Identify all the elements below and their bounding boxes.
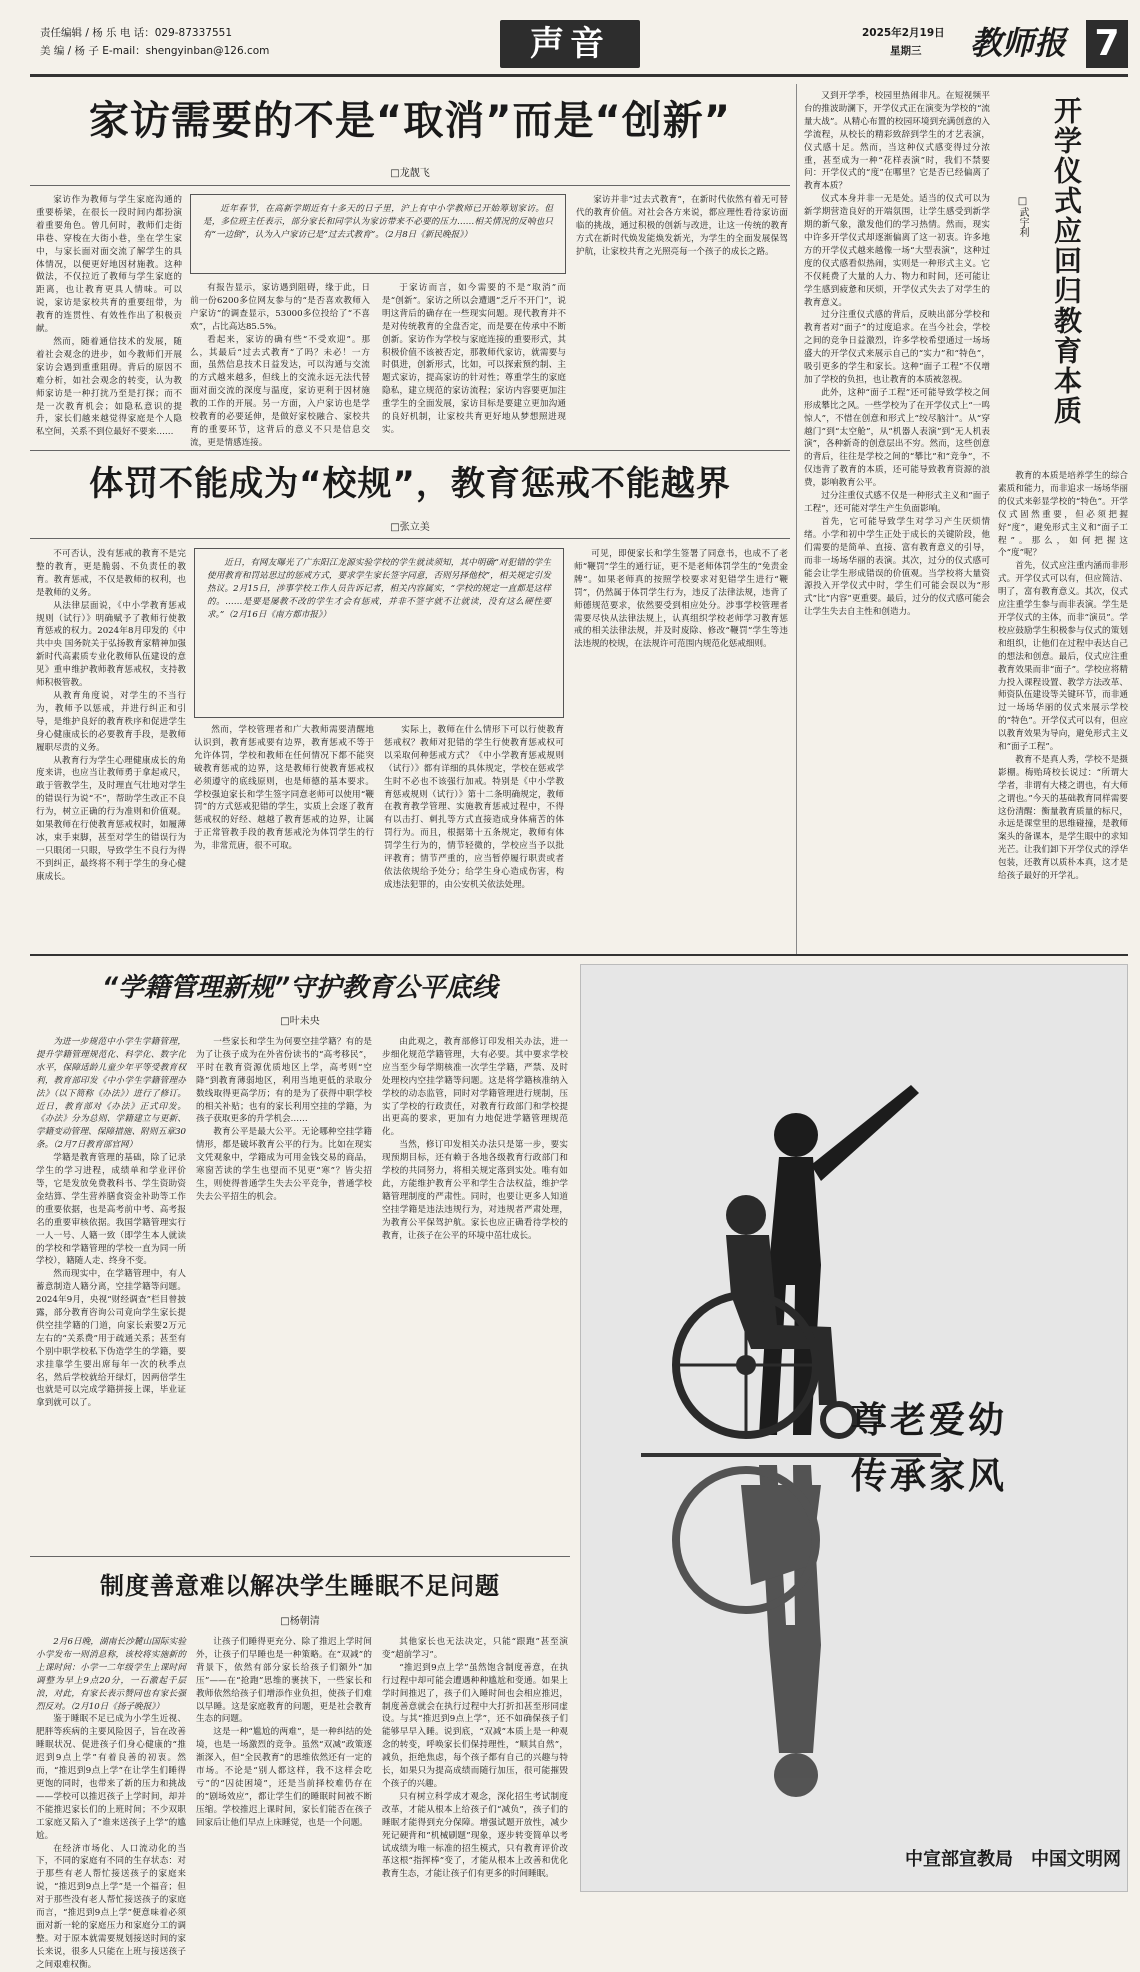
- paragraph: 一些家长和学生为何要空挂学籍？有的是为了让孩子成为在外省份读书的“高考移民”，平时在教育资源优质地区上学，高考则“空降”到教育薄弱地区，利用当地更低的录取分数线取得更高学历；有的是为了获得中职学校的相关补贴；也有的家长利用空挂的学籍，为孩子获取更多的升学机会……: [196, 1037, 372, 1125]
- paragraph: 于家访而言，如今需要的不是“取消”而是“创新”。家访之所以会遭遇“乏斤不开门”，说明这背后的确存在一些现实问题。现代教育并不是对传统教育的全盘否定，而是要在传承中不断创新。家访作为学校与家庭连接的重要形式，其积极价值不该被否定，那教师代家访，就需要与时俱进，创新形式，比如，可以探索预约制、主题式家访，提高家访的针对性；尊重学生的家庭隐私，建立规范的家访流程；家访内容要更加注重学生的全面发展，家访目标是要建立更加沟通的良好机制，让家校共育更好地从梦想照进现实。: [382, 283, 566, 435]
- paragraph: 由此观之，教育部修订印发相关办法，进一步细化规范学籍管理，大有必要。其中要求学校应当至少每学期核准一次学生学籍，严禁、及时处理校内空挂学籍等问题。这是将学籍核准纳入学校的动态监管，同时对学籍管理进行规制，压实了学校的行政责任，对教育行政部门和学校提出更高的要求，更加有力地促进学籍管理规范化。: [382, 1037, 568, 1138]
- article-4-col-1: [36, 1036, 186, 1546]
- article-5-col-2: [196, 1636, 372, 1892]
- page-number-box: [1086, 20, 1128, 68]
- paragraph: 又到开学季，校园里热闹非凡。在短视频平台的推波助澜下，开学仪式正在演变为学校的“流量大战”。从精心布置的校园环境到充满创意的入学流程，从校长的精彩致辞到学生的才艺表演，仪式感十足。然而，当这种仪式感变得过分浓重，甚至成为一种“花样表演”时，我们不禁要问：开学仪式的“度”在哪里？它是否已经偏离了教育本质？: [804, 91, 990, 192]
- article-2-col-4: [574, 548, 788, 946]
- article-4-title: “学籍管理新规”守护教育公平底线: [102, 973, 498, 1003]
- editor-line: 责任编辑 / 杨 乐 电 话：029-87337551: [40, 27, 232, 39]
- article-1-title: 家访需要的不是“取消”而是“创新”: [88, 98, 732, 144]
- public-service-ad: [580, 964, 1128, 1892]
- paragraph: 过分注重仪式感的背后，反映出部分学校和教育者对“面子”的过度追求。在当今社会，学校之间的竞争日益激烈，许多学校希望通过一场场盛大的开学仪式来展示自己的“实力”和“特色”，吸引更多的学生和家长。这种“面子工程”不仅增加了学校的负担，也让教育的本质被忽视。: [804, 310, 990, 385]
- article-3-title: 开学仪式应回归教育本质: [1050, 96, 1083, 426]
- paragraph: 家访并非“过去式教育”，在新时代依然有着无可替代的教育价值。对社会各方来说，都应理性看待家访面临的挑战，通过积极的创新与改进，让这一传统的教育方式在新时代焕发能焕发新光，为学生的全面发展保驾护航，让家校共育之光照亮每一个孩子的成长之路。: [576, 195, 788, 257]
- masthead-rule: [30, 74, 1128, 77]
- article-1-col-1: [36, 194, 182, 444]
- lead: 2月6日晚，湖南长沙麓山国际实验小学发布一则消息称，该校将实施新的上课时间：小学一二年级学生上课时间调整为早上9点20分，一石激起千层浪，对此，有家长表示赞同也有家长强烈反对。（2月10日《扬子晚报》）: [36, 1637, 186, 1712]
- paragraph: 此外，这种“面子工程”还可能导致学校之间形成攀比之风。一些学校为了在开学仪式上“一鸣惊人”，不惜在创意和形式上“绞尽脑汁”。从“穿越门”到“太空舱”，从“机器人表演”到“无人机表演”，各种新奇的创意层出不穷。然而，这些创意的背后，往往是学校之间的“攀比”和“竞争”，不仅违背了教育的本质，还可能导致教育资源的浪费，影响教育公平。: [804, 387, 990, 489]
- article-5-byline: □杨朝清: [280, 1616, 320, 1627]
- article-3-col-2: [998, 470, 1128, 946]
- article-2-editor-note: 近日，有网友曝光了广东阳江龙源实验学校的学生就读须知，其中明确“对犯错的学生使用教育和罚站思过的惩戒方式，要求学生家长签字同意，否则另择他校”，相关规定引发热议。2月15日，涉事学校工作人员告诉记者，相关内容属实，“学校的规定一直都是这样的。……是要是屡教不改的学生才会有惩戒，并非不签字就不让就读，没有这么硬性要求。”（2月16日《南方都市报》）: [194, 548, 564, 718]
- paragraph: 有报告显示，家访遇到阻碍，缘于此，日前一份6200多位网友参与的“是否喜欢教师入户家访”的调查显示，53000多位投给了“不喜欢”，占比高达85.5%。: [190, 283, 370, 332]
- article-2-title: 体罚不能成为“校规”，教育惩戒不能越界: [89, 464, 731, 504]
- paragraph: 看起来，家访的确有些“不受欢迎”。那么，其最后“过去式教育”了吗？未必！一方面，虽然信息技术日益发达，可以沟通与交流的方式越来越多，但线上的交流永远无法代替面对面交流的深度与温度，家访更利于因材施教的工作的开展。另一方面，入户家访也是学校教育的必要延伸，是做好家校融合、家校共育的重要环节，这背后的意义不只是信息交流，更是情感连接。: [190, 334, 370, 448]
- ad-footer: 中宣部宣教局 中国文明网: [905, 1849, 1121, 1870]
- paragraph: 其他家长也无法决定，只能“跟跑”甚至演变“超前学习”。: [382, 1637, 568, 1660]
- paragraph: 学籍是教育管理的基础，除了记录学生的学习进程，成绩单和学业评价等，它是发放免费教科书、学生资助资金结算、学生营养膳食资金补助等工作的重要依据，也是高考前中考、高考报名的重要审核依据。我国学籍管理实行一人一号、人籍一致（即学生本人就读的学校和学籍管理的学校一直为同一所学校），籍随人走、终身不变。: [36, 1153, 186, 1267]
- paragraph: 首先，它可能导致学生对学习产生厌烦情绪。小学和初中学生正处于成长的关键阶段，他们需要的是简单、直接、富有教育意义的引导，而非一场场华丽的表演。其次，过分的仪式感可能会让学生形成错误的价值观。当学校将大量资源投入开学仪式中时，学生们可能会误以为“形式”比“内容”更重要。最后，过分的仪式感可能会让学生失去自主性和创造力。: [804, 516, 990, 618]
- paragraph: 鉴于睡眠不足已成为小学生近视、肥胖等疾病的主要风险因子，旨在改善睡眠状况、促进孩子们身心健康的“推迟到9点上学”有着良善的初衷。然而，“推迟到9点上学”在让学生们睡得更饱的同时，也带来了新的压力和挑战——学校可以推迟孩子上学时间，却并不能推迟家长们的上班时间；不少双职工家庭又陷入了“谁来送孩子上学”的尴尬。: [36, 1714, 186, 1841]
- paragraph: 然而，学校管理者和广大教师需要清醒地认识到，教育惩戒要有边界，教育惩戒不等于允许体罚，学校和教师在任何情况下都不能突破教育惩戒的边界，这是教师行使教育惩戒权必须遵守的底线原则，也是师德的基本要求。学校强迫家长和学生签字同意老师可以使用“鞭罚”的方式惩戒犯错的学生，实质上会逐了教育惩戒权的好经、越越了教育惩戒的边界，让属于正常管教手段的教育惩戒沦为体罚学生的行为，非常荒唐，很不可取。: [194, 725, 374, 852]
- article-1-col-2: [190, 282, 370, 448]
- article-4-byline: □叶未央: [280, 1016, 320, 1027]
- article-4-col-3: [382, 1036, 568, 1546]
- article-1-byline: □龙靓飞: [390, 168, 430, 179]
- paragraph: 然而现实中，在学籍管理中，有人蓄意制造人籍分离，空挂学籍等问题。2024年9月，央视“财经调查”栏目曾披露，部分教育咨询公司竟向学生家长提供空挂学籍的门道，向家长索要2万元左右的“关系费”用于疏通关系；甚至有个别中职学校私下伪造学生的学籍，要求挂靠学生要出席每年一次的秋季点名，然后学校就给开绿灯，因两倍学生也就是可以完成学籍拼接上课，毕业证拿到就可以了。: [36, 1269, 186, 1409]
- paragraph: “推迟到9点上学”虽然饱含制度善意，在执行过程中却可能会遭遇种种尴尬和变通。如果上学时间推迟了，孩子们入睡时间也会相应推迟，制度善意就会在执行过程中大打折扣甚至形同虚设。与其“推迟到9点上学”，还不如确保孩子们能够早早入睡。说到底，“双减”本质上是一种观念的转变，呼唤家长们保持理性，“顺其自然”，减负，拒绝焦虑，每个孩子都有自己的兴趣与特长，如果只为提高成绩而随行加压，很可能摧毁个孩子的兴趣。: [382, 1662, 568, 1789]
- paragraph: 然而，随着通信技术的发展，随着社会观念的进步，如今教师们开展家访会遇到重重阻碍。背后的原因不难分析，如社会观念的转变，认为教师家访是一种打扰乃至是打探；而不是一次教育机会；如隐私意识的提升，家长们越来越觉得家庭是个人隐私空间，关系不到位最好不要来……: [36, 336, 182, 438]
- paragraph: 从法律层面说，《中小学教育惩戒规则（试行）》明确赋予了教师行使教育惩戒的权力。2024年8月印发的《中共中央 国务院关于弘扬教育家精神加强新时代高素质专业化教师队伍建设的意见》重申维护教师教育惩戒权，支持教师积极管教。: [36, 600, 186, 689]
- column-divider: [796, 84, 797, 954]
- article-5-col-3: [382, 1636, 568, 1892]
- ad-headline-line-1: 尊老爱幼: [851, 1400, 1008, 1441]
- paragraph: 实际上，教师在什么情形下可以行使教育惩戒权？教师对犯错的学生行使教育惩戒权可以采取何种惩戒方式？《中小学教育惩戒规则（试行）》都有详细的具体规定，学校在惩戒学生时不必也不该强行加戒。特别是《中小学教育惩戒规则（试行）》第十二条明确规定，教师在教育教学管理、实施教育惩戒过程中，不得有以击打、刺扎等方式直接造成身体痛苦的体罚行为。而且，根据第十五条规定，教师有体罚学生行为的，情节轻微的，学校应当予以批评教育；情节严重的，应当暂停履行职责或者依法依规给予处分；给学生身心造成伤害，构成违法犯罪的，由公安机关依法处理。: [384, 725, 564, 890]
- article-2-rule: [30, 538, 790, 539]
- paragraph: 这是一种“尴尬的两难”，是一种纠结的处境，也是一场激烈的竞争。虽然“双减”政策逐渐深入，但“全民教育”的思维依然还有一定的市场。不论是“别人都这样，我不这样会吃亏”的“囚徒困境”，还是当前择校难仍存在的“剧场效应”，都让学生们的睡眠时间被不断压缩。学校推迟上课时间，家长们能否在孩子回家后让他们早点上床睡觉，也是一个问题。: [196, 1727, 372, 1828]
- article-1-rule: [30, 185, 790, 186]
- paragraph: 教育不是真人秀，学校不是摄影棚。梅贻琦校长说过：“所谓大学者，非谓有大楼之谓也，有大师之谓也。”今天的基础教育同样需要这份清醒：衡量教育质量的标尺，永远是课堂里的思维碰撞，是教师案头的备课本，是学生眼中的求知光芒。让我们卸下开学仪式的浮华包装，还教育以质朴本真，这才是给孩子最好的开学礼。: [998, 754, 1128, 882]
- paragraph: 不可否认，没有惩戒的教育不是完整的教育，更是脆弱、不负责任的教育。教育惩戒，不仅是教师的权利，也是教师的义务。: [36, 549, 186, 598]
- design-line: 美 编 / 杨 子 E-mail：shengyinban@126.com: [40, 45, 270, 57]
- ad-headline-line-2: 传承家风: [851, 1456, 1008, 1497]
- article-2-col-2: [194, 724, 374, 946]
- paragraph: 从教育角度说，对学生的不当行为，教师予以惩戒，并进行纠正和引导，是维护良好的教育秩序和促进学生身心健康成长的必要教育手段，是教师履职尽责的义务。: [36, 690, 186, 753]
- article-1-editor-note: 近年春节，在高新学期近有十多天的日子里，沪上有中小学教师已开始筹划家访。但是，多位班主任表示，部分家长和同学认为家访带来不必要的压力……相关情况的反响也只有“一边倒”，认为入户家访已是“过去式教育”。（2月8日《新民晚报》）: [190, 194, 566, 274]
- paragraph: 家访作为教师与学生家庭沟通的重要桥梁，在很长一段时间内都扮演着重要角色。曾几何时，教师们走街串巷、穿梭在大街小巷，坐在学生家中，与家长面对面交流了解学生的具体情况，以便更好地因材施教。这种做法，不仅拉近了教师与学生家庭的距离，也让教育更具人情味。可以说，家访是家校共育的重要纽带，为教育的连贯性、有效性作出了积极贡献。: [36, 195, 182, 335]
- paragraph: 仪式本身并非一无是处。适当的仪式可以为新学期营造良好的开端氛围，让学生感受到新学期的新气象，激发他们的学习热情。然而，现实中许多开学仪式却逐渐偏离了这一初衷。许多地方的开学仪式越来越像一场“大型表演”，这种过度的仪式感看似热闹，实则是一种形式主义。它不仅耗费了大量的人力、物力和时间，还可能让学生感到疲惫和厌烦，开学仪式失去了对学生的教育意义。: [804, 194, 990, 308]
- article-2-col-1: [36, 548, 186, 946]
- section-banner: [500, 20, 640, 68]
- paragraph: 只有树立科学成才观念，深化招生考试制度改革，才能从根本上给孩子们“减负”，孩子们的睡眠才能得到充分保障。增强试题开放性，减少死记硬背和“机械刷题”现象，逐步转变简单以考试成绩为唯一标准的招生模式，只有教育评价改革这根“指挥棒”变了，才能从根本上改善和优化教育生态，才能让孩子们有更多的时间睡眠。: [382, 1791, 568, 1880]
- article-1-bottom-rule: [30, 450, 790, 451]
- article-3-col-1: [804, 90, 990, 946]
- mid-page-rule: [30, 954, 1128, 956]
- paragraph: 在经济市场化、人口流动化的当下，不同的家庭有不同的生存状态：对于那些有老人帮忙接送孩子的家庭来说，“推迟到9点上学”是一个福音；但对于那些没有老人帮忙接送孩子的家庭而言，“推迟到9点上学”便意味着必须面对新一轮的家庭压力和家庭分工的调整。对于原本就需要规划接送时间的家长来说，很多人只能在上班与接送孩子之间艰难权衡。: [36, 1843, 186, 1970]
- issue-weekday: 星期三: [890, 45, 922, 57]
- paper-name: 教师报: [970, 24, 1067, 62]
- article-5-title: 制度善意难以解决学生睡眠不足问题: [100, 1572, 500, 1600]
- paragraph: 教育公平是最大公平。无论哪种空挂学籍情形，都是破坏教育公平的行为。比如在现实文凭观象中，学籍成为可用金钱交易的商品，寒窗苦读的学生也望而不见更“寒”？皆尖招生，则使得普通学生失去公平竞争，普通学校失去公平招生的机会。: [196, 1127, 372, 1202]
- paragraph: 教育的本质是培养学生的综合素质和能力，而非追求一场场华丽的仪式来彰显学校的“特色”。开学仪式固然重要，但必须把握好“度”，避免形式主义和“面子工程”。那么，如何把握这个“度”呢？: [998, 471, 1128, 559]
- paragraph: 从教育行为学生心理健康成长的角度来讲，也应当让教师勇于拿起戒尺，敢于管教学生，及时理直气壮地对学生的错误行为说“不”，帮助学生改正不良行为，树立正确的行为准则和价值观。如果教师在行使教育惩戒权时，如履薄冰，束手束脚，甚至对学生的错误行为一只眼闭一只眼，导致学生不良行为得不到纠正，最终将不利于学生的身心健康成长。: [36, 755, 186, 882]
- page-number: 7: [1094, 23, 1120, 64]
- paragraph: 当然，修订印发相关办法只是第一步，要实现预期目标，还有赖于各地各级教育行政部门和学校的共同努力，将相关规定落到实处。唯有如此，方能维护教育公平和学生合法权益，维护学籍管理制度的严肃性。同时，也要让更多人知道空挂学籍是违法违规行为，对违规者严肃处理，为教育公平保驾护航。家长也应正确看待学校的教育，让孩子在公平的环境中茁壮成长。: [382, 1140, 568, 1241]
- article-4-bottom-rule: [30, 1556, 570, 1557]
- paragraph: 过分注重仪式感不仅是一种形式主义和“面子工程”，还可能对学生产生负面影响。: [804, 491, 990, 514]
- issue-date: 2025年2月19日: [862, 27, 945, 39]
- article-4-col-2: [196, 1036, 372, 1546]
- lead: 为进一步规范中小学生学籍管理，提升学籍管理规范化、科学化、数字化水平，保障适龄儿童少年平等受教育权利，教育部印发《中小学生学籍管理办法》（以下简称《办法》）进行了修订。近日，教育部对《办法》正式印发。《办法》分为总则、学籍建立与更新、学籍变动管理、保障措施、附则五章30条。（2月7日教育部官网）: [36, 1037, 186, 1151]
- article-1-col-3: [382, 282, 566, 444]
- article-2-col-3: [384, 724, 564, 946]
- paragraph: 让孩子们睡得更充分、除了推迟上学时间外，让孩子们早睡也是一种策略。在“双减”的背景下，依然有部分家长给孩子们额外“加压”——在“抢跑”思维的裹挟下，一些家长和教师依然给孩子们增添作业负担，使孩子们难以早睡。这是家庭教育的问题，更是社会教育生态的问题。: [196, 1637, 372, 1725]
- paragraph: 首先，仪式应注重内涵而非形式。开学仪式可以有，但应简洁、明了，富有教育意义。其次，仪式应注重学生参与而非表演。学生是开学仪式的主体，而非“演员”。学校应鼓励学生积极参与仪式的策划和组织，让他们在过程中表达自己的想法和创意。最后，仪式应注重教育效果而非“面子”。学校应将精力投入课程设置、教学方法改革、师资队伍建设等关键环节，而非通过一场场华丽的仪式来展示学校的“特色”。开学仪式可以有，但应以教育效果为导向，避免形式主义和“面子工程”。: [998, 561, 1128, 753]
- paragraph: 可见，即便家长和学生签署了同意书，也成不了老师“鞭罚”学生的通行证，更不是老师体罚学生的“免责金牌”。如果老师真的按照学校要求对犯错学生进行“鞭罚”，仍然属于体罚学生行为，违反了法律法规，违背了师德规范要求，依然要受到相应处分。涉事学校管理者需要尽快从法律法规上，认真组织学校老师学习教育惩戒的相关法律法规，并及时废除、修改“鞭罚”学生等违法违规的校规，在法规许可范围内规范化惩戒细则。: [574, 549, 788, 650]
- section-title: 声音: [530, 24, 610, 64]
- article-2-byline: □张立美: [390, 522, 430, 533]
- article-5-col-1: [36, 1636, 186, 1970]
- article-3-byline: □武宇利: [1017, 196, 1028, 237]
- article-1-col-4: [576, 194, 788, 444]
